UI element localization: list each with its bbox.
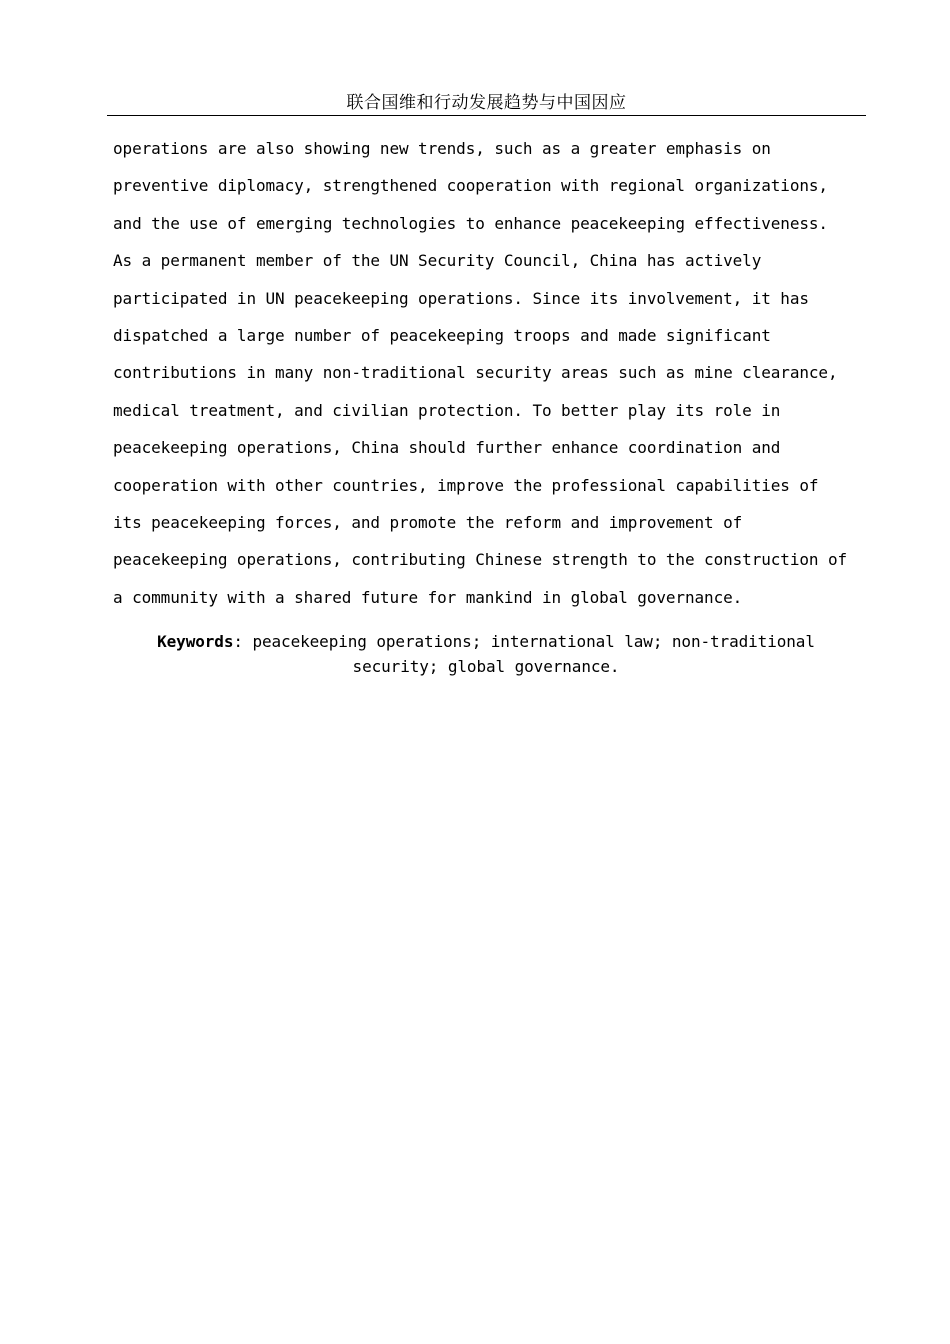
abstract-line: its peacekeeping forces, and promote the reform and improvement of	[113, 512, 743, 532]
abstract-line: cooperation with other countries, improve the professional capabilities of	[113, 475, 819, 495]
abstract-line: contributions in many non-traditional security areas such as mine clearance,	[113, 363, 838, 383]
abstract-line: and the use of emerging technologies to enhance peacekeeping effectiveness.	[113, 213, 828, 233]
running-header-title: 联合国维和行动发展趋势与中国因应	[346, 93, 627, 113]
abstract-line: a community with a shared future for mankind in global governance.	[113, 587, 743, 607]
abstract-line: medical treatment, and civilian protection. To better play its role in	[113, 400, 781, 420]
header-divider	[107, 115, 866, 116]
keywords-list-part-1: : peacekeeping operations; international law; non-traditional	[233, 632, 815, 651]
abstract-text	[113, 130, 873, 616]
abstract-line: As a permanent member of the UN Security Council, China has actively	[113, 251, 762, 271]
abstract-line: participated in UN peacekeeping operations. Since its involvement, it has	[113, 288, 809, 308]
keywords-block	[113, 629, 859, 679]
abstract-line: peacekeeping operations, China should further enhance coordination and	[113, 438, 781, 458]
abstract-line: operations are also showing new trends, such as a greater emphasis on	[113, 139, 771, 158]
keywords-list-part-2: security; global governance.	[352, 657, 620, 676]
abstract-line: dispatched a large number of peacekeeping troops and made significant	[113, 325, 771, 345]
abstract-line: preventive diplomacy, strengthened cooperation with regional organizations,	[113, 176, 828, 196]
abstract-line: peacekeeping operations, contributing Chinese strength to the construction of	[113, 550, 848, 570]
keywords-line-1	[113, 629, 859, 654]
keywords-label: Keywords	[157, 632, 234, 651]
